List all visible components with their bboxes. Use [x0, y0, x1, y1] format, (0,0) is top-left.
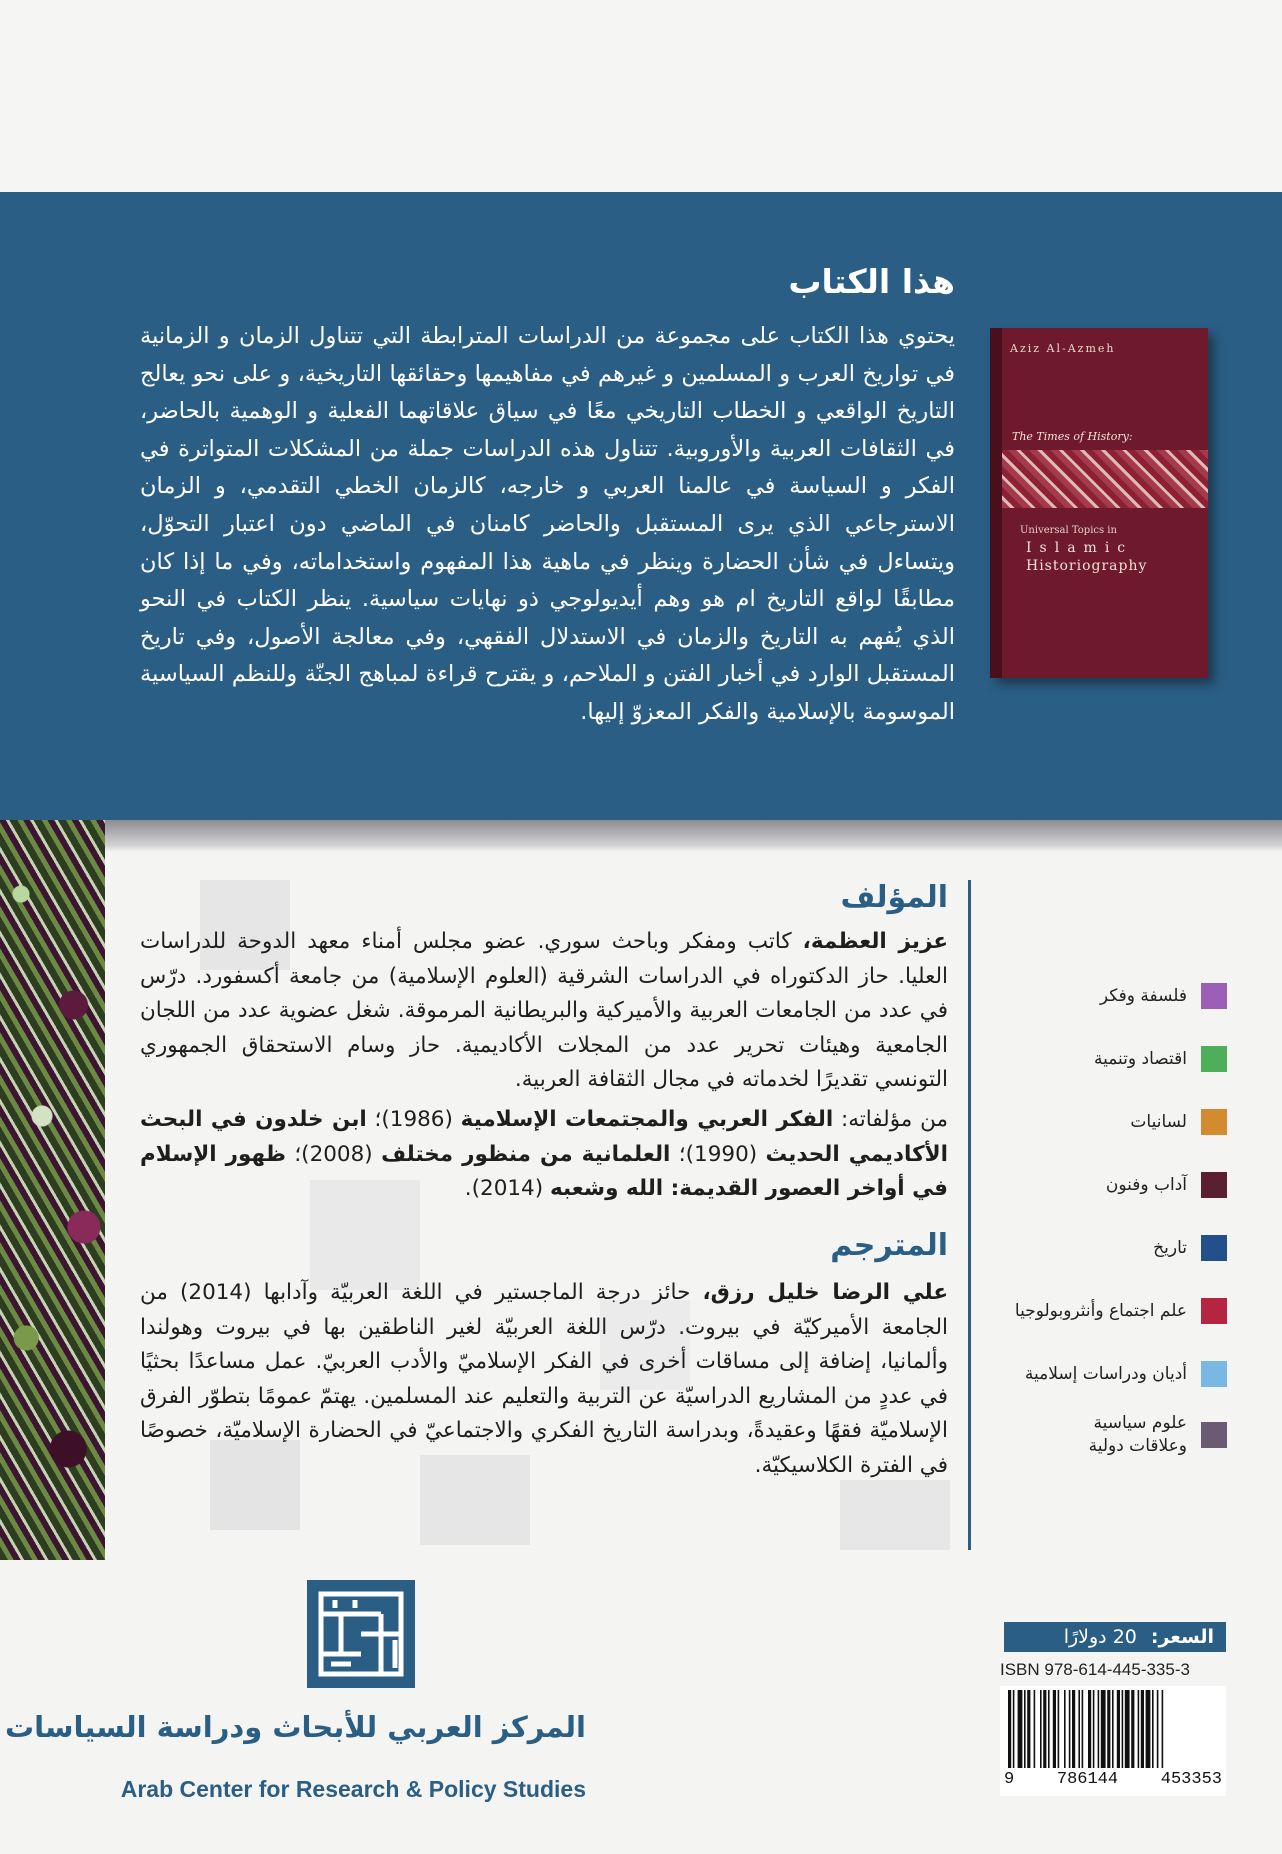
category-swatch [1201, 983, 1227, 1009]
barcode-bars [1008, 1690, 1222, 1768]
category-politics [997, 1412, 1227, 1458]
barcode-bar [1053, 1690, 1056, 1768]
category-label: أديان ودراسات إسلامية [1024, 1363, 1187, 1384]
barcode-bar [1112, 1690, 1114, 1768]
category-economics [997, 1046, 1227, 1072]
barcode [1000, 1686, 1226, 1796]
barcode-bar [1093, 1690, 1095, 1768]
category-religions [997, 1361, 1227, 1387]
translator-name: علي الرضا خليل رزق، [702, 1280, 949, 1305]
author-bio [140, 925, 948, 1098]
price-value: 20 دولارًا [1063, 1626, 1137, 1648]
barcode-bar [1162, 1690, 1164, 1768]
work-title: ظهور الإسلام في أواخر العصور القديمة: الله وشعبه [140, 1141, 948, 1202]
category-label: فلسفة وفكر [1099, 985, 1187, 1006]
cover-author: Aziz Al-Azmeh [1010, 342, 1116, 355]
barcode-bar [1107, 1690, 1110, 1768]
category-label: علوم سياسية وعلاقات دولية [1088, 1413, 1187, 1456]
barcode-bar [1024, 1690, 1026, 1768]
category-label: علم اجتماع وأنثروبولوجيا [1014, 1300, 1187, 1321]
publisher-logo-icon [307, 1580, 415, 1688]
barcode-bar [1078, 1690, 1080, 1768]
barcode-bar [1146, 1690, 1151, 1768]
vertical-divider [968, 880, 971, 1550]
barcode-bar [1141, 1690, 1144, 1768]
category-philosophy [997, 983, 1227, 1009]
work-year: (2014). [464, 1176, 550, 1202]
price-box [1004, 1622, 1226, 1652]
category-swatch [1201, 1298, 1227, 1324]
barcode-bar [1131, 1690, 1134, 1768]
category-sociology [997, 1298, 1227, 1324]
barcode-bar [1034, 1690, 1036, 1768]
work-title: ابن خلدون في البحث الأكاديمي الحديث [140, 1107, 948, 1167]
decorative-painting [0, 820, 105, 1560]
category-label: تاريخ [1153, 1237, 1187, 1258]
author-name: عزيز العظمة، [802, 929, 948, 954]
barcode-bar [1040, 1690, 1042, 1768]
book-cover-image [990, 328, 1208, 678]
translator-bio [140, 1276, 948, 1484]
isbn-number: ISBN 978-614-445-335-3 [1000, 1660, 1190, 1679]
category-history [997, 1235, 1227, 1261]
barcode-bar [1069, 1690, 1071, 1768]
category-swatch [1201, 1046, 1227, 1072]
book-spine [990, 328, 1002, 678]
barcode-bar [1138, 1690, 1140, 1768]
barcode-bar [1027, 1690, 1030, 1768]
category-label: لسانيات [1130, 1111, 1187, 1132]
works-intro: من مؤلفاته: [833, 1107, 948, 1132]
category-swatch [1201, 1109, 1227, 1135]
translator-title: المترجم [830, 1228, 948, 1263]
author-bio-text: كاتب ومفكر وباحث سوري. عضو مجلس أمناء معهد الدوحة للدراسات العليا. حاز الدكتوراه في الدراسات الشرقية (العلوم الإسلامية) من جامعة أكسفورد. درّس في عدد من الجامعات العربية والأميركية والبريطانية المرموقة. شغل عضوية عدد من اللجان الجامعية وهيئات تحرير عدد من المجلات الأكاديمية. حاز وسام الاستحقاق الجمهوري التونسي تقديرًا لخدماته في مجال الثقافة العربية. [140, 929, 948, 1093]
publisher-name-arabic: المركز العربي للأبحاث ودراسة السياسات [4, 1710, 586, 1744]
divider-strip [105, 820, 1282, 852]
barcode-bar [1058, 1690, 1060, 1768]
barcode-bar [1082, 1690, 1084, 1768]
category-swatch [1201, 1361, 1227, 1387]
category-swatch [1201, 1235, 1227, 1261]
barcode-bar [1064, 1690, 1066, 1768]
category-arts [997, 1172, 1227, 1198]
barcode-bar [1013, 1690, 1015, 1768]
cover-subtitle-3: Historiography [1026, 558, 1148, 574]
cover-ornament-band [1002, 450, 1208, 508]
author-title: المؤلف [840, 880, 948, 915]
work-year: (2008)؛ [285, 1141, 382, 1167]
barcode-bar [1122, 1690, 1124, 1768]
work-year: (1986)؛ [366, 1107, 461, 1132]
about-title: هذا الكتاب [788, 262, 955, 301]
translator-bio-text: حائز درجة الماجستير في اللغة العربيّة وآدابها (2014) من الجامعة الأميركيّة في بيروت. درّس اللغة العربيّة لغير الناطقين بها في بيروت وهولندا وألمانيا، إضافة إلى مساقات أخرى في الفكر الإسلاميّ والأدب العربيّ. عمل مساعدًا بحثيًا في عددٍ من المشاريع الدراسيّة عن التربية والتعليم عند المسلمين. يهتمّ عمومًا بتطوّر الفرق الإسلاميّة فقهًا وعقيدةً، وبدراسة التاريخ الفكري والاجتماعيّ في الحضارة الإسلاميّة، خصوصًا في الفترة الكلاسيكيّة. [140, 1280, 948, 1478]
price-label: السعر: [1150, 1626, 1214, 1648]
category-label: اقتصاد وتنمية [1093, 1048, 1187, 1069]
barcode-digits [1000, 1770, 1226, 1789]
barcode-bar [1048, 1690, 1050, 1768]
cover-subtitle: Universal Topics in [1020, 525, 1117, 536]
barcode-digit-group: 453353 [1160, 1770, 1222, 1789]
barcode-bar [1152, 1690, 1154, 1768]
barcode-bar [1072, 1690, 1075, 1768]
barcode-bar [1043, 1690, 1046, 1768]
barcode-bar [1125, 1690, 1130, 1768]
barcode-bar [1101, 1690, 1106, 1768]
barcode-digit-group: 786144 [1056, 1770, 1119, 1789]
category-swatch [1201, 1422, 1227, 1448]
barcode-bar [1117, 1690, 1120, 1768]
work-title: الفكر العربي والمجتمعات الإسلامية [460, 1107, 834, 1132]
barcode-bar [1098, 1690, 1100, 1768]
top-margin [0, 0, 1282, 192]
category-swatch [1201, 1172, 1227, 1198]
barcode-bar [1157, 1690, 1159, 1768]
barcode-bar [1018, 1690, 1023, 1768]
work-year: (1990)؛ [670, 1141, 766, 1167]
cover-subtitle-2: Islamic [1026, 540, 1134, 556]
author-works [140, 1103, 948, 1207]
category-linguistics [997, 1109, 1227, 1135]
category-label: آداب وفنون [1105, 1174, 1187, 1195]
barcode-bar [1088, 1690, 1091, 1768]
about-body: يحتوي هذا الكتاب على مجموعة من الدراسات المترابطة التي تتناول الزمان و الزمانية في تواريخ العرب و المسلمين و غيرهم في مفاهيمها وحقائقها التاريخية، و على نحو يعالج التاريخ الواقعي و الخطاب التاريخي معًا في سياق علاقاتهما الفعلية و الوهمية بالحاضر، في الثقافات العربية والأوروبية. تتناول هذه الدراسات جملة من المشكلات المتواترة في الفكر و السياسة في عالمنا العربي و خارجه، كالزمان الخطي التقدمي، و الزمان الاسترجاعي الذي يرى المستقبل والحاضر كامنان في الماضي دون اعتبار التحوّل، ويتساءل في شأن الحضارة وينظر في ماهية هذا المفهوم واستخداماته، وفي ما إذا كان مطابقًا لواقع التاريخ ام هو وهم أيديولوجي ذو نهايات سياسية. ينظر الكتاب في النحو الذي يُفهم به التاريخ والزمان في الاستدلال الفقهي، وفي معالجة الأصول، وفي تاريخ المستقبل الوارد في أخبار الفتن و الملاحم، و يقترح قراءة لمباهج الجنّة وللنظم السياسية الموسومة بالإسلامية والفكر المعزوّ إليها. [140, 323, 955, 725]
cover-title: The Times of History: [1012, 430, 1133, 443]
work-title: العلمانية من منظور مختلف [381, 1141, 671, 1167]
decorative-square [840, 1480, 950, 1550]
barcode-digit-group: 9 [1004, 1770, 1015, 1789]
barcode-bar [1008, 1690, 1011, 1768]
publisher-name-english: Arab Center for Research & Policy Studies [120, 1776, 586, 1802]
